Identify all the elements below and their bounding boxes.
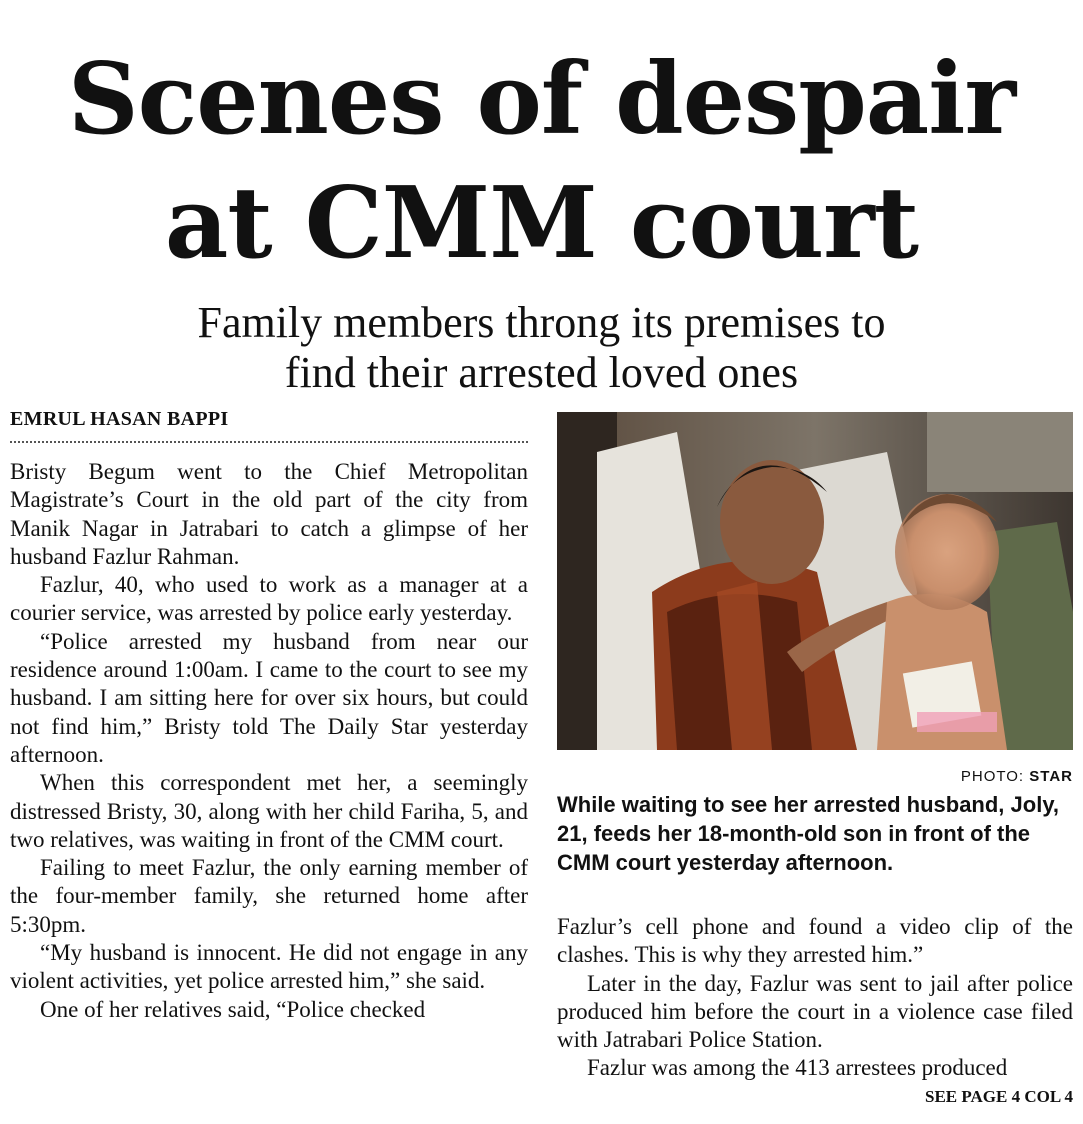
paragraph: “My husband is innocent. He did not engage in any violent activities, yet police arrested him,” she said. [10,940,528,994]
article-column-left [10,458,528,1024]
paragraph: Failing to meet Fazlur, the only earning member of the four-member family, she returned home after 5:30pm. [10,855,528,937]
headline [0,38,1083,286]
article-column-right [557,913,1073,1083]
paragraph: One of her relatives said, “Police checked [40,996,426,1022]
photo-credit-source: STAR [1029,768,1073,785]
headline-line-2: at CMM court [164,166,919,281]
paragraph: Bristy Begum went to the Chief Metropolitan Magistrate’s Court in the old part of the city from Manik Nagar in Jatrabari to catch a glimpse of her husband Fazlur Rahman. [10,459,528,569]
paragraph: When this correspondent met her, a seemingly distressed Bristy, 30, along with her child Fariha, 5, and two relatives, was waiting in front of the CMM court. [10,770,528,852]
byline: EMRUL HASAN BAPPI [10,408,229,430]
byline-divider [10,441,528,443]
subheadline-line-2: find their arrested loved ones [284,348,799,397]
headline-line-1: Scenes of despair [67,42,1016,157]
photo-credit-label: PHOTO: [960,768,1025,785]
news-photo [557,412,1073,750]
paragraph: Fazlur, 40, who used to work as a manager at a courier service, was arrested by police early yesterday. [10,572,528,626]
paragraph: “Police arrested my husband from near our residence around 1:00am. I came to the court to see my husband. I am sitting here for over six hours, but could not find him,” Bristy told The Daily Star yesterday afternoon. [10,628,528,767]
continued-reference[interactable]: SEE PAGE 4 COL 4 [925,1087,1073,1106]
paragraph: Fazlur’s cell phone and found a video clip of the clashes. This is why they arrested him.” [557,914,1073,968]
photo-caption: While waiting to see her arrested husband, Joly, 21, feeds her 18-month-old son in front of the CMM court yesterday afternoon. [557,792,1060,875]
subheadline [0,298,1083,398]
subheadline-line-1: Family members throng its premises to [197,298,886,347]
paragraph: Later in the day, Fazlur was sent to jail after police produced him before the court in a violence case filed with Jatrabari Police Station. [557,970,1073,1053]
paragraph: Fazlur was among the 413 arrestees produced [587,1055,1008,1081]
photo-credit [557,768,1073,785]
